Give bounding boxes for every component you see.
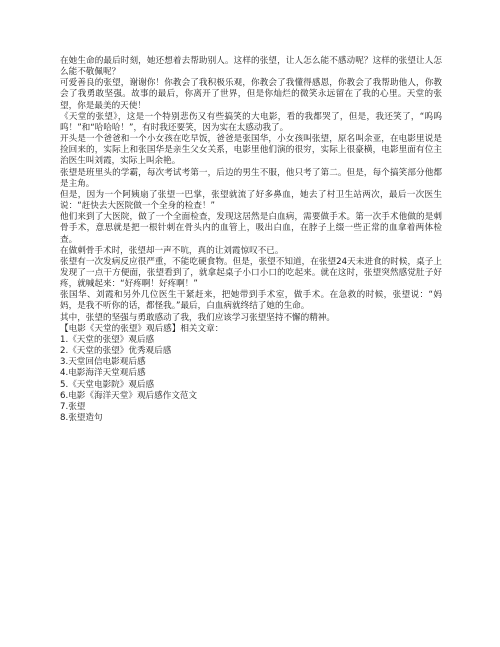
related-article-link[interactable]: 8.张望造句 bbox=[60, 413, 103, 423]
paragraph-2: 可爱善良的张望，谢谢你！你教会了我积极乐观，你教会了我懂得感恩，你教会了我帮助他人，你教会了我勇敢坚强。故事的最后，你离开了世界，但是你灿烂的微笑永远留在了我的心里。天堂的张望，你是最美的天使！ bbox=[60, 78, 442, 111]
paragraph-8: 在做刺骨手术时，张望却一声不吭，真的让刘霞惊叹不已。 bbox=[60, 245, 284, 256]
paragraph-7: 他们来到了大医院，做了一个全面检查，发现这居然是白血病，需要做手术。第一次手术他做的是刺骨手术，意思就是把一根针刺在骨头内的血管上，吸出白血，在脖子上缀一些正常的血拿着两体检查。 bbox=[60, 212, 442, 245]
related-article-link[interactable]: 2.《天堂的张望》优秀观后感 bbox=[60, 346, 172, 357]
paragraph-5: 张望是班里头的学霸，每次考试考第一，后边的男生不服，他只考了第二。但是，每个搞笑部分他都是主角。 bbox=[60, 167, 442, 189]
paragraph-11: 其中，张望的坚强与勇敢感动了我，我们应该学习张望坚持不懈的精神。 bbox=[60, 312, 336, 323]
paragraph-1: 在她生命的最后时刻，她还想着去帮助别人。这样的张望，让人怎么能不感动呢？这样的张望让人怎么能不敬佩呢？ bbox=[60, 56, 442, 78]
related-article-link[interactable]: 7.张望 bbox=[60, 401, 86, 412]
related-article-link[interactable]: 6.电影《海洋天堂》观后感作文范文 bbox=[60, 390, 198, 401]
paragraph-4: 开头是一个爸爸和一个小女孩在吃早饭，爸爸是张国华，小女孩叫张望，原名叫余亚，在电影里说是捡回来的，实际上和张国华是亲生父女关系，电影里他们演的很穷，实际上很豪横，电影里面有位主治医生叫刘霞，实际上叫余艳。 bbox=[60, 134, 442, 167]
paragraph-3: 《天堂的张望》，这是一个特别悲伤又有些搞笑的大电影，看的我都哭了，但是，我还笑了，“呜呜呜！”和“哈哈哈！”，有时我还要笑，因为实在太感动我了。 bbox=[60, 111, 442, 133]
paragraph-9: 张望有一次发病反应很严重，不能吃硬食物。但是，张望不知道，在张望24天未进食的时候，桌子上发现了一点干方便面，张望看到了，就拿起桌子小口小口的吃起来。就在这时，张望突然感觉肚子好疼，就喊起来：“好疼啊！好疼啊！” bbox=[60, 256, 442, 290]
related-articles-title: 【电影《天堂的张望》观后感】相关文章： bbox=[60, 323, 224, 334]
related-article-link[interactable]: 1.《天堂的张望》观后感 bbox=[60, 334, 155, 345]
related-article-link[interactable]: 5.《天堂电影院》观后感 bbox=[60, 379, 155, 390]
related-articles-list bbox=[60, 335, 442, 424]
paragraph-6: 但是，因为一个阿姨扇了张望一巴掌，张望就流了好多鼻血，她去了村卫生站两次，最后一次医生说：“赶快去大医院做一个全身的检查！” bbox=[60, 189, 442, 212]
paragraph-10: 张国华、刘霞和另外几位医生干紧赶来，把她带到手术室，做手术。在急救的时候，张望说：“妈妈，是我不听你的话，都怪我。”最后，白血病就终结了她的生命。 bbox=[60, 290, 442, 312]
document-body bbox=[60, 56, 442, 424]
related-article-link[interactable]: 4.电影海洋天堂观后感 bbox=[60, 368, 146, 379]
related-article-link[interactable]: 3.天堂回信电影观后感 bbox=[60, 357, 146, 368]
